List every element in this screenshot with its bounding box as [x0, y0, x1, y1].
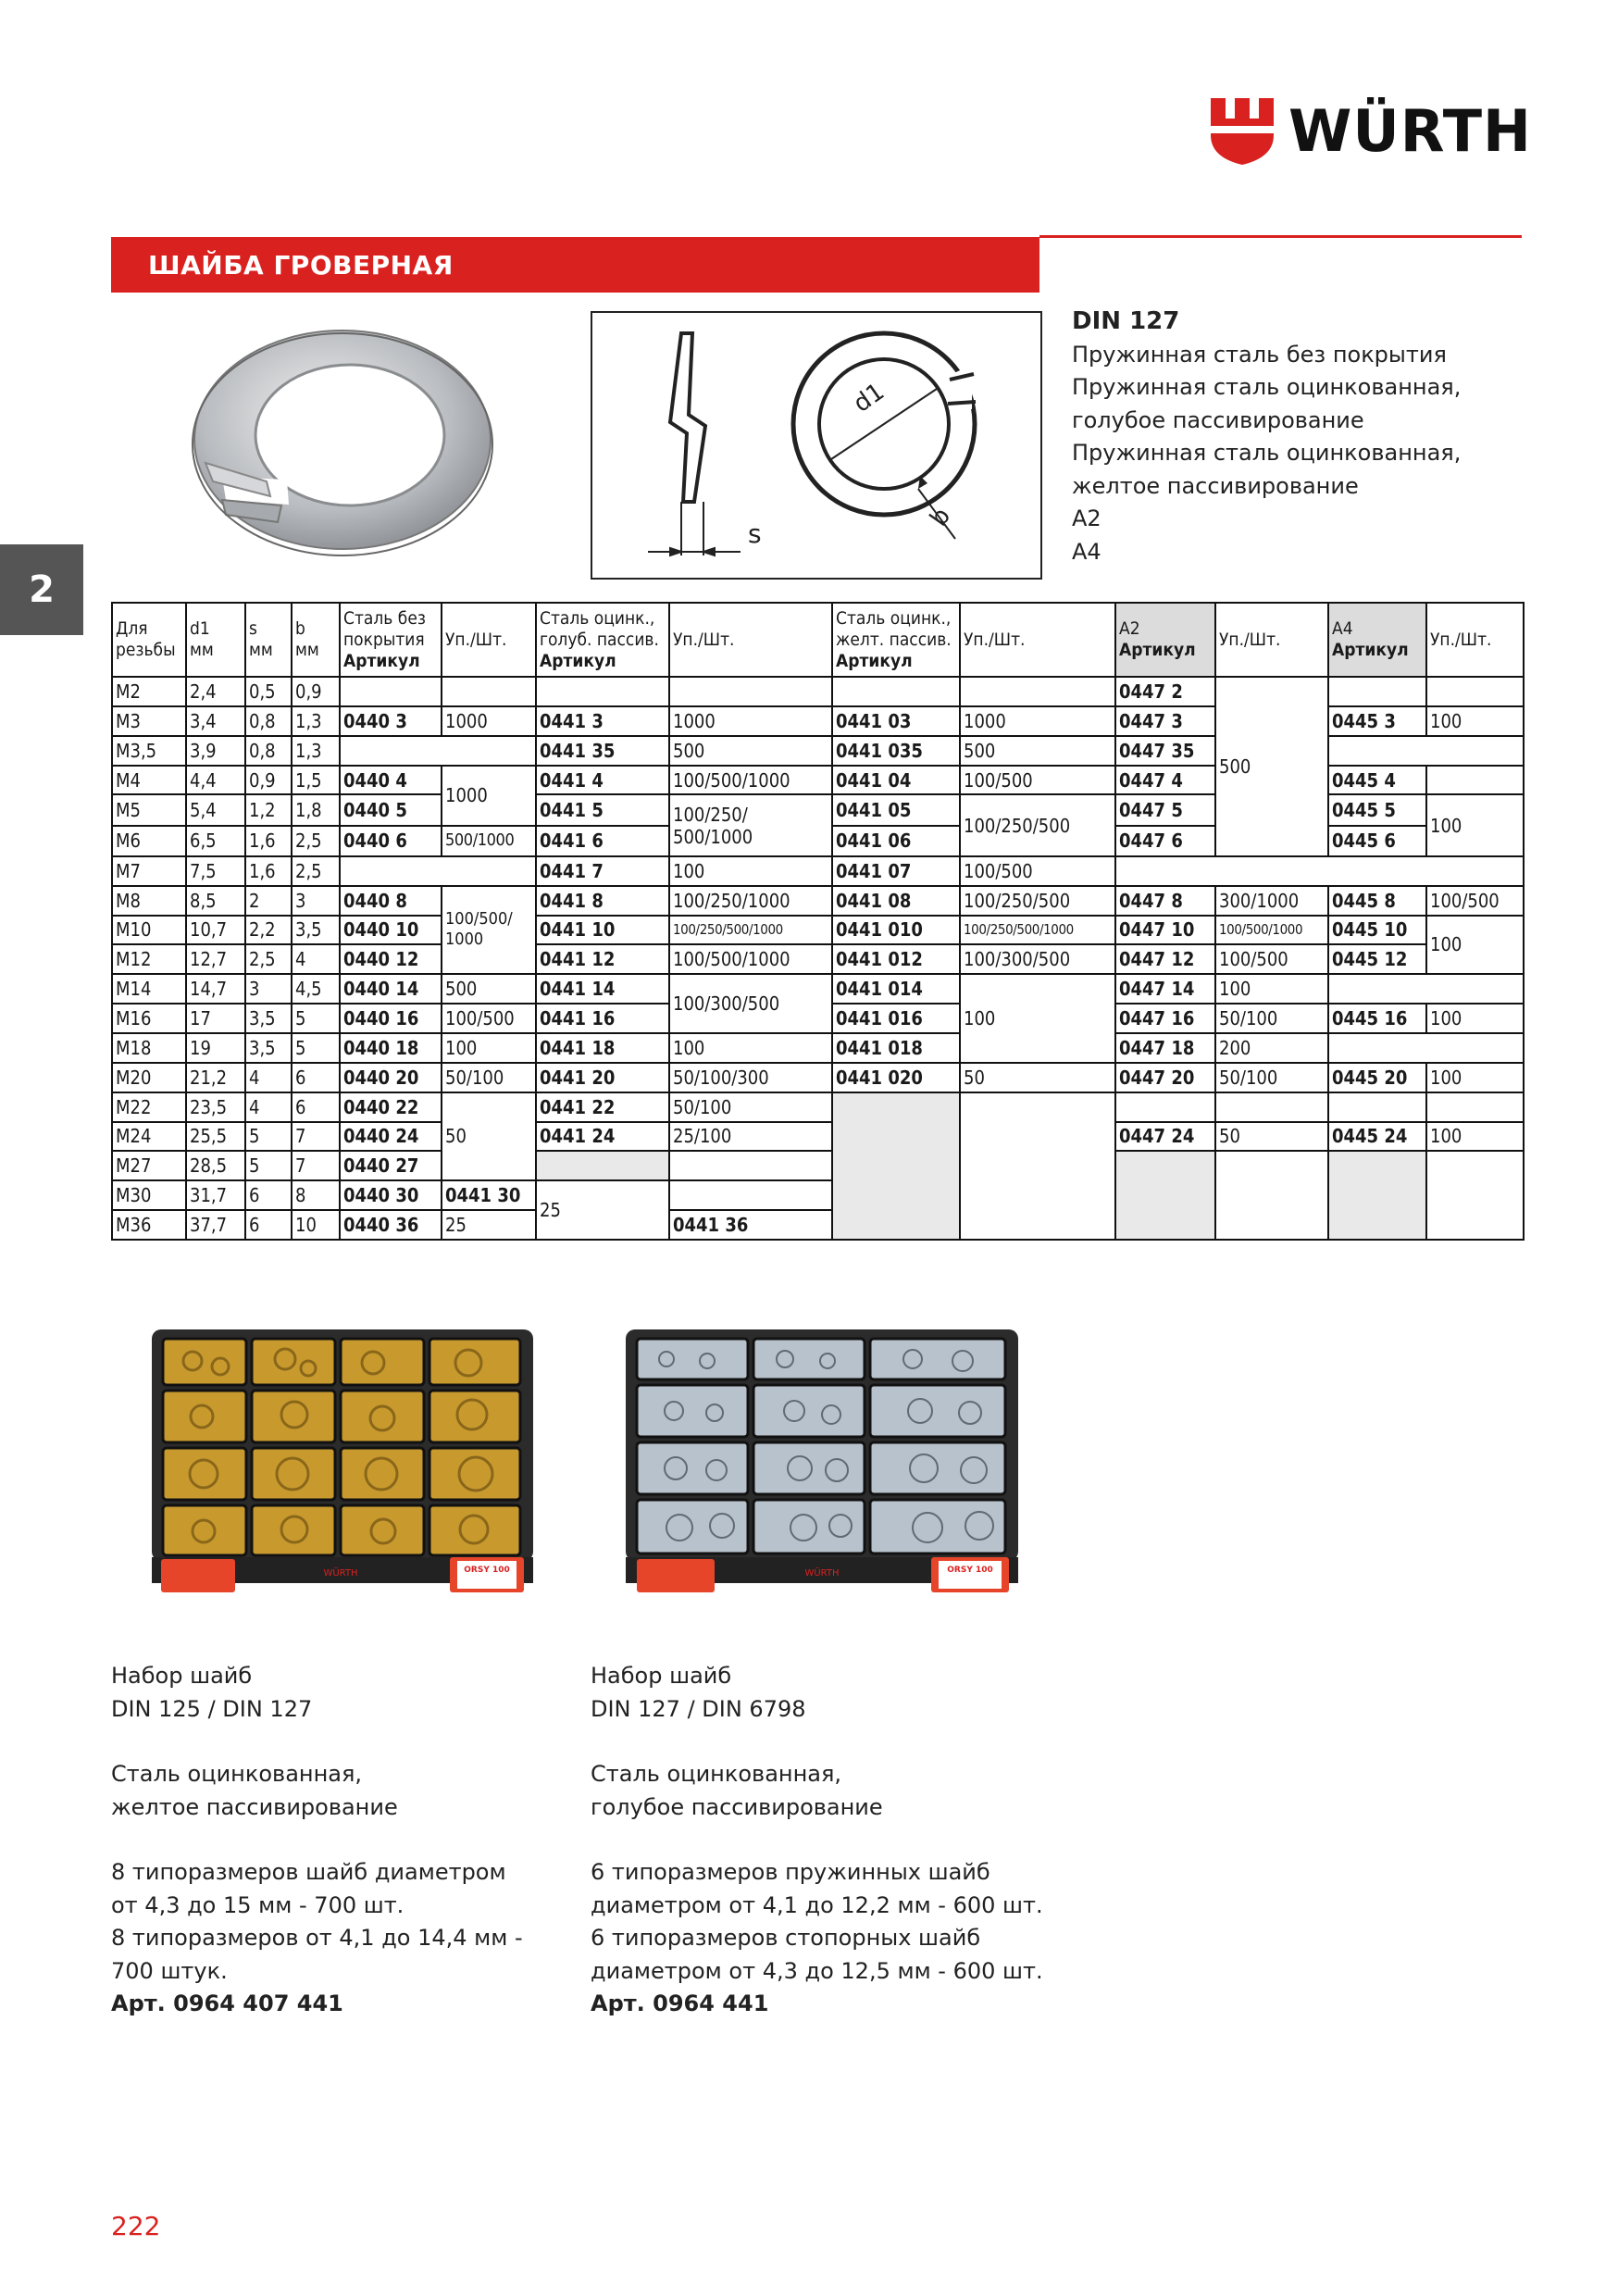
cell-a2-article: 0447 6 — [1115, 826, 1215, 856]
cell-thread: M5 — [112, 794, 186, 825]
cell-b: 4 — [292, 944, 340, 974]
cell-d1: 21,2 — [186, 1063, 245, 1092]
cell-thread: M14 — [112, 974, 186, 1004]
cell-s: 2,2 — [245, 916, 292, 945]
cell-yellow-article: 0441 06 — [832, 826, 960, 856]
col-b: b мм — [292, 603, 340, 677]
page-title: ШАЙБА ГРОВЕРНАЯ — [148, 250, 454, 281]
cell-blue-pack: 25 — [536, 1180, 669, 1240]
col-blue-article: Сталь оцинк., голуб. пассив. Артикул — [536, 603, 669, 677]
cell-a2-article: 0447 24 — [1115, 1122, 1215, 1152]
cell-yellow-pack: 100/250/500 — [960, 886, 1115, 916]
cell-blue-pack: 100/250/ 500/1000 — [669, 794, 832, 855]
cell-a2-article: 0447 5 — [1115, 794, 1215, 825]
kit-box-label: ORSY 100 — [464, 1566, 510, 1575]
cell-empty — [1115, 856, 1524, 886]
cell-s: 1,6 — [245, 826, 292, 856]
cell-s: 5 — [245, 1122, 292, 1152]
desc-line: желтое пассивирование — [1072, 472, 1359, 499]
cell-b: 2,5 — [292, 826, 340, 856]
cell-d1: 23,5 — [186, 1092, 245, 1122]
cell-plain-pack: 1000 — [442, 706, 536, 736]
cell-s: 2 — [245, 886, 292, 916]
cell-a4-article: 0445 3 — [1328, 706, 1426, 736]
cell-a4-pack: 100 — [1426, 1004, 1524, 1033]
cell-yellow-article: 0441 04 — [832, 766, 960, 795]
cell-plain-article: 0440 24 — [340, 1122, 442, 1152]
cell-thread: M6 — [112, 826, 186, 856]
table-row — [112, 1122, 1524, 1152]
cell-b: 7 — [292, 1122, 340, 1152]
cell-thread: M22 — [112, 1092, 186, 1122]
cell-yellow-article: 0441 07 — [832, 856, 960, 886]
table-header-row — [112, 603, 1524, 677]
cell-s: 3 — [245, 974, 292, 1004]
cell-s: 6 — [245, 1180, 292, 1210]
cell-empty — [832, 1092, 960, 1240]
kit-detail: 700 штук. — [111, 1957, 228, 1984]
cell-yellow-article: 0441 018 — [832, 1033, 960, 1063]
col-a2-pack: Уп./Шт. — [1215, 603, 1328, 677]
cell-a4-pack: 100 — [1426, 916, 1524, 975]
cell-b: 5 — [292, 1033, 340, 1063]
cell-d1: 10,7 — [186, 916, 245, 945]
table-row — [112, 944, 1524, 974]
cell-a4-article: 0445 12 — [1328, 944, 1426, 974]
cell-plain-article: 0440 16 — [340, 1004, 442, 1033]
kit-material: Сталь оцинкованная, — [111, 1761, 363, 1787]
cell-blue-article: 0441 3 — [536, 706, 669, 736]
col-a4-article: A4 Артикул — [1328, 603, 1426, 677]
cell-s: 0,5 — [245, 677, 292, 706]
cell-b: 7 — [292, 1151, 340, 1180]
cell-blue-pack: 1000 — [669, 706, 832, 736]
cell-yellow-pack: 100/250/500/1000 — [960, 916, 1115, 945]
kit-brand-strip: WÜRTH — [804, 1568, 840, 1578]
cell-plain-pack: 500 — [442, 974, 536, 1004]
kit-material: желтое пассивирование — [111, 1793, 398, 1820]
cell-blue-article: 0441 36 — [669, 1210, 832, 1240]
cell-plain-article: 0440 8 — [340, 886, 442, 916]
cell-blue-pack: 100/250/1000 — [669, 886, 832, 916]
cell-yellow-article: 0441 012 — [832, 944, 960, 974]
cell-yellow-article: 0441 05 — [832, 794, 960, 825]
cell-thread: M2 — [112, 677, 186, 706]
cell-plain-article: 0440 20 — [340, 1063, 442, 1092]
cell-empty — [1215, 1151, 1328, 1240]
cell-plain-pack: 25 — [442, 1210, 536, 1240]
cell-blue-article: 0441 24 — [536, 1122, 669, 1152]
cell-b: 5 — [292, 1004, 340, 1033]
cell-empty — [536, 677, 669, 706]
col-d1: d1 мм — [186, 603, 245, 677]
cell-blue-article: 0441 22 — [536, 1092, 669, 1122]
cell-yellow-article: 0441 016 — [832, 1004, 960, 1033]
col-yellow-article: Сталь оцинк., желт. пассив. Артикул — [832, 603, 960, 677]
cell-plain-pack: 100/500/ 1000 — [442, 886, 536, 975]
cell-a2-article: 0447 18 — [1115, 1033, 1215, 1063]
cell-plain-pack: 100/500 — [442, 1004, 536, 1033]
cell-s: 6 — [245, 1210, 292, 1240]
table-row — [112, 677, 1524, 706]
cell-a4-pack: 100/500 — [1426, 886, 1524, 916]
table-row — [112, 916, 1524, 945]
cell-d1: 31,7 — [186, 1180, 245, 1210]
cell-yellow-pack: 100/250/500 — [960, 794, 1115, 855]
cell-b: 1,5 — [292, 766, 340, 795]
cell-thread: M18 — [112, 1033, 186, 1063]
cell-empty — [1328, 1151, 1426, 1240]
table-row — [112, 1151, 1524, 1180]
cell-b: 1,3 — [292, 736, 340, 766]
cell-empty — [960, 677, 1115, 706]
cell-b: 4,5 — [292, 974, 340, 1004]
cell-d1: 7,5 — [186, 856, 245, 886]
cell-b: 6 — [292, 1092, 340, 1122]
cell-plain-article: 0440 36 — [340, 1210, 442, 1240]
col-plain-pack: Уп./Шт. — [442, 603, 536, 677]
cell-blue-article: 0441 18 — [536, 1033, 669, 1063]
col-s: s мм — [245, 603, 292, 677]
kit-description-1 — [111, 1660, 574, 2021]
cell-s: 0,8 — [245, 706, 292, 736]
cell-plain-pack: 100 — [442, 1033, 536, 1063]
cell-empty — [1426, 1151, 1524, 1240]
cell-blue-article: 0441 10 — [536, 916, 669, 945]
kit-blue-box-photo — [618, 1326, 1026, 1594]
cell-a2-article: 0447 3 — [1115, 706, 1215, 736]
table-row — [112, 1092, 1524, 1122]
kit-detail: диаметром от 4,3 до 12,5 мм - 600 шт. — [591, 1957, 1043, 1984]
kit-description-2 — [591, 1660, 1109, 2021]
cell-blue-article: 0441 20 — [536, 1063, 669, 1092]
cell-thread: M36 — [112, 1210, 186, 1240]
kit-detail: от 4,3 до 15 мм - 700 шт. — [111, 1891, 404, 1918]
cell-b: 6 — [292, 1063, 340, 1092]
table-row — [112, 1033, 1524, 1063]
cell-a2-pack: 500 — [1215, 677, 1328, 856]
cell-d1: 3,4 — [186, 706, 245, 736]
cell-thread: M20 — [112, 1063, 186, 1092]
cell-yellow-pack: 50 — [960, 1063, 1115, 1092]
cell-blue-article: 0441 35 — [536, 736, 669, 766]
cell-a2-article: 0447 2 — [1115, 677, 1215, 706]
cell-thread: M12 — [112, 944, 186, 974]
cell-empty — [340, 856, 536, 886]
cell-blue-article: 0441 4 — [536, 766, 669, 795]
cell-b: 8 — [292, 1180, 340, 1210]
cell-d1: 8,5 — [186, 886, 245, 916]
cell-blue-article: 0441 30 — [442, 1180, 536, 1210]
kit-name: Набор шайб — [591, 1663, 732, 1689]
cell-b: 1,3 — [292, 706, 340, 736]
cell-s: 4 — [245, 1092, 292, 1122]
cell-a4-article: 0445 16 — [1328, 1004, 1426, 1033]
cell-a2-pack: 100 — [1215, 974, 1328, 1004]
cell-yellow-pack: 100/500 — [960, 766, 1115, 795]
cell-blue-pack: 500 — [669, 736, 832, 766]
cell-a2-pack: 50/100 — [1215, 1004, 1328, 1033]
cell-blue-pack: 100 — [669, 856, 832, 886]
cell-b: 3 — [292, 886, 340, 916]
kit-standard: DIN 127 / DIN 6798 — [591, 1695, 806, 1722]
cell-blue-article: 0441 16 — [536, 1004, 669, 1033]
cell-a2-article: 0447 20 — [1115, 1063, 1215, 1092]
cell-plain-article: 0440 4 — [340, 766, 442, 795]
kit-detail: 8 типоразмеров шайб диаметром — [111, 1859, 506, 1885]
cell-blue-pack: 100/500/1000 — [669, 944, 832, 974]
cell-empty — [1328, 974, 1524, 1004]
desc-line: Пружинная сталь оцинкованная, — [1072, 440, 1462, 466]
cell-thread: M10 — [112, 916, 186, 945]
cell-thread: M8 — [112, 886, 186, 916]
cell-plain-article: 0440 6 — [340, 826, 442, 856]
spec-table — [111, 602, 1525, 1241]
title-band — [111, 237, 1039, 293]
cell-empty — [1426, 1092, 1524, 1122]
cell-a2-article: 0447 8 — [1115, 886, 1215, 916]
cell-thread: M3,5 — [112, 736, 186, 766]
cell-thread: M7 — [112, 856, 186, 886]
desc-line: Пружинная сталь оцинкованная, — [1072, 374, 1462, 400]
cell-d1: 19 — [186, 1033, 245, 1063]
kit-material: голубое пассивирование — [591, 1793, 883, 1820]
desc-line: голубое пассивирование — [1072, 406, 1364, 433]
cell-b: 1,8 — [292, 794, 340, 825]
cell-b: 3,5 — [292, 916, 340, 945]
cell-s: 4 — [245, 1063, 292, 1092]
col-a2-article: A2 Артикул — [1115, 603, 1215, 677]
cell-plain-article: 0440 12 — [340, 944, 442, 974]
kit-detail: 8 типоразмеров от 4,1 до 14,4 мм - — [111, 1925, 523, 1951]
cell-plain-pack: 500/1000 — [442, 826, 536, 856]
cell-a4-article: 0445 5 — [1328, 794, 1426, 825]
cell-a4-article: 0445 8 — [1328, 886, 1426, 916]
cell-empty — [1115, 1151, 1215, 1240]
cell-a2-article: 0447 35 — [1115, 736, 1215, 766]
kit-compartments — [637, 1339, 1005, 1554]
cell-d1: 3,9 — [186, 736, 245, 766]
table-row — [112, 1063, 1524, 1092]
cell-yellow-pack: 100/300/500 — [960, 944, 1115, 974]
cell-empty — [669, 677, 832, 706]
cell-s: 3,5 — [245, 1004, 292, 1033]
cell-a4-article: 0445 10 — [1328, 916, 1426, 945]
brand-name: WÜRTH — [1288, 97, 1532, 165]
cell-empty — [960, 1092, 1115, 1240]
cell-thread: M24 — [112, 1122, 186, 1152]
cell-yellow-pack: 100/500 — [960, 856, 1115, 886]
col-thread: Для резьбы — [112, 603, 186, 677]
cell-a2-article: 0447 12 — [1115, 944, 1215, 974]
label-d1: d1 — [848, 378, 890, 418]
cell-b: 0,9 — [292, 677, 340, 706]
cell-yellow-article: 0441 020 — [832, 1063, 960, 1092]
cell-yellow-article: 0441 035 — [832, 736, 960, 766]
cell-a2-pack: 300/1000 — [1215, 886, 1328, 916]
cell-a2-pack: 50/100 — [1215, 1063, 1328, 1092]
standard-title: DIN 127 — [1072, 307, 1180, 335]
cell-d1: 6,5 — [186, 826, 245, 856]
cell-empty — [536, 1151, 669, 1180]
cell-empty — [340, 677, 442, 706]
label-s: s — [748, 518, 762, 549]
cell-plain-article: 0440 14 — [340, 974, 442, 1004]
cell-empty — [442, 677, 536, 706]
cell-a4-pack: 100 — [1426, 1122, 1524, 1152]
cell-d1: 25,5 — [186, 1122, 245, 1152]
cell-blue-pack: 100/500/1000 — [669, 766, 832, 795]
table-row — [112, 974, 1524, 1004]
kit-detail: 6 типоразмеров стопорных шайб — [591, 1925, 981, 1951]
cell-a4-article: 0445 24 — [1328, 1122, 1426, 1152]
cell-empty — [340, 736, 536, 766]
kit-article: Арт. 0964 441 — [591, 1990, 769, 2016]
cell-thread: M3 — [112, 706, 186, 736]
cell-a2-pack: 100/500/1000 — [1215, 916, 1328, 945]
cell-a4-pack: 100 — [1426, 706, 1524, 736]
cell-d1: 37,7 — [186, 1210, 245, 1240]
kit-box-label: ORSY 100 — [947, 1566, 993, 1575]
cell-s: 3,5 — [245, 1033, 292, 1063]
col-a4-pack: Уп./Шт. — [1426, 603, 1524, 677]
kit-article: Арт. 0964 407 441 — [111, 1990, 343, 2016]
cell-plain-article: 0440 30 — [340, 1180, 442, 1210]
cell-blue-pack: 100/300/500 — [669, 974, 832, 1033]
cell-a2-pack: 50 — [1215, 1122, 1328, 1152]
cell-empty — [1215, 1092, 1328, 1122]
cell-a2-pack: 100/500 — [1215, 944, 1328, 974]
kit-brand-strip: WÜRTH — [323, 1568, 358, 1578]
cell-blue-article: 0441 5 — [536, 794, 669, 825]
cell-s: 0,8 — [245, 736, 292, 766]
cell-d1: 17 — [186, 1004, 245, 1033]
cell-empty — [1328, 736, 1524, 766]
cell-plain-article: 0440 18 — [340, 1033, 442, 1063]
cell-empty — [1426, 766, 1524, 795]
col-plain-article: Сталь без покрытия Артикул — [340, 603, 442, 677]
cell-thread: M16 — [112, 1004, 186, 1033]
cell-thread: M30 — [112, 1180, 186, 1210]
cell-blue-article: 0441 6 — [536, 826, 669, 856]
cell-empty — [1328, 1033, 1524, 1063]
cell-plain-pack: 1000 — [442, 766, 536, 826]
cell-s: 1,2 — [245, 794, 292, 825]
cell-d1: 2,4 — [186, 677, 245, 706]
cell-yellow-article: 0441 010 — [832, 916, 960, 945]
cell-a2-article: 0447 4 — [1115, 766, 1215, 795]
cell-plain-article: 0440 22 — [340, 1092, 442, 1122]
cell-plain-pack: 50 — [442, 1092, 536, 1181]
cell-yellow-article: 0441 014 — [832, 974, 960, 1004]
cell-yellow-article: 0441 08 — [832, 886, 960, 916]
cell-empty — [1328, 1092, 1426, 1122]
chapter-tab: 2 — [0, 544, 83, 635]
cell-plain-article: 0440 3 — [340, 706, 442, 736]
cell-d1: 12,7 — [186, 944, 245, 974]
cell-d1: 5,4 — [186, 794, 245, 825]
desc-line: A4 — [1072, 538, 1101, 565]
wurth-logo — [1211, 97, 1532, 165]
cell-blue-article: 0441 7 — [536, 856, 669, 886]
cell-a4-article: 0445 20 — [1328, 1063, 1426, 1092]
desc-line: Пружинная сталь без покрытия — [1072, 341, 1447, 368]
cell-yellow-pack: 500 — [960, 736, 1115, 766]
spring-washer-photo — [185, 324, 500, 565]
cell-s: 5 — [245, 1151, 292, 1180]
product-description — [1072, 306, 1516, 568]
cell-empty — [832, 677, 960, 706]
cell-plain-pack: 50/100 — [442, 1063, 536, 1092]
cell-d1: 28,5 — [186, 1151, 245, 1180]
cell-blue-article: 0441 8 — [536, 886, 669, 916]
cell-blue-pack: 100 — [669, 1033, 832, 1063]
desc-line: A2 — [1072, 505, 1101, 531]
cell-blue-article: 0441 14 — [536, 974, 669, 1004]
cell-empty — [669, 1151, 832, 1180]
cell-d1: 14,7 — [186, 974, 245, 1004]
cell-a2-pack: 200 — [1215, 1033, 1328, 1063]
cell-a2-article: 0447 10 — [1115, 916, 1215, 945]
table-row — [112, 886, 1524, 916]
cell-b: 10 — [292, 1210, 340, 1240]
kit-material: Сталь оцинкованная, — [591, 1761, 842, 1787]
table-row — [112, 856, 1524, 886]
cell-yellow-pack: 1000 — [960, 706, 1115, 736]
cell-s: 0,9 — [245, 766, 292, 795]
label-b: b — [925, 503, 957, 532]
technical-drawing — [591, 311, 1042, 580]
col-blue-pack: Уп./Шт. — [669, 603, 832, 677]
cell-blue-article: 0441 12 — [536, 944, 669, 974]
kit-name: Набор шайб — [111, 1663, 253, 1689]
cell-empty — [1115, 1092, 1215, 1122]
kit-standard: DIN 125 / DIN 127 — [111, 1695, 313, 1722]
cell-plain-article: 0440 10 — [340, 916, 442, 945]
cell-thread: M4 — [112, 766, 186, 795]
kit-detail: 6 типоразмеров пружинных шайб — [591, 1859, 990, 1885]
cell-a4-article: 0445 6 — [1328, 826, 1426, 856]
cell-yellow-article: 0441 03 — [832, 706, 960, 736]
cell-b: 2,5 — [292, 856, 340, 886]
cell-blue-pack: 100/250/500/1000 — [669, 916, 832, 945]
cell-a2-article: 0447 16 — [1115, 1004, 1215, 1033]
header-rule — [1039, 235, 1522, 238]
col-yellow-pack: Уп./Шт. — [960, 603, 1115, 677]
cell-empty — [1328, 677, 1426, 706]
cell-blue-pack: 25/100 — [669, 1122, 832, 1152]
cell-plain-article: 0440 27 — [340, 1151, 442, 1180]
cell-s: 1,6 — [245, 856, 292, 886]
cell-d1: 4,4 — [186, 766, 245, 795]
cell-s: 2,5 — [245, 944, 292, 974]
wurth-logo-icon — [1211, 98, 1274, 165]
cell-a4-article: 0445 4 — [1328, 766, 1426, 795]
cell-a2-article: 0447 14 — [1115, 974, 1215, 1004]
cell-empty — [1426, 677, 1524, 706]
cell-a4-pack: 100 — [1426, 794, 1524, 855]
cell-plain-article: 0440 5 — [340, 794, 442, 825]
cell-blue-pack: 50/100/300 — [669, 1063, 832, 1092]
cell-yellow-pack: 100 — [960, 974, 1115, 1063]
page-number: 222 — [111, 2211, 161, 2241]
cell-a4-pack: 100 — [1426, 1063, 1524, 1092]
kit-detail: диаметром от 4,1 до 12,2 мм - 600 шт. — [591, 1891, 1043, 1918]
kit-yellow-box-photo — [146, 1326, 539, 1594]
cell-thread: M27 — [112, 1151, 186, 1180]
cell-blue-pack: 50/100 — [669, 1092, 832, 1122]
